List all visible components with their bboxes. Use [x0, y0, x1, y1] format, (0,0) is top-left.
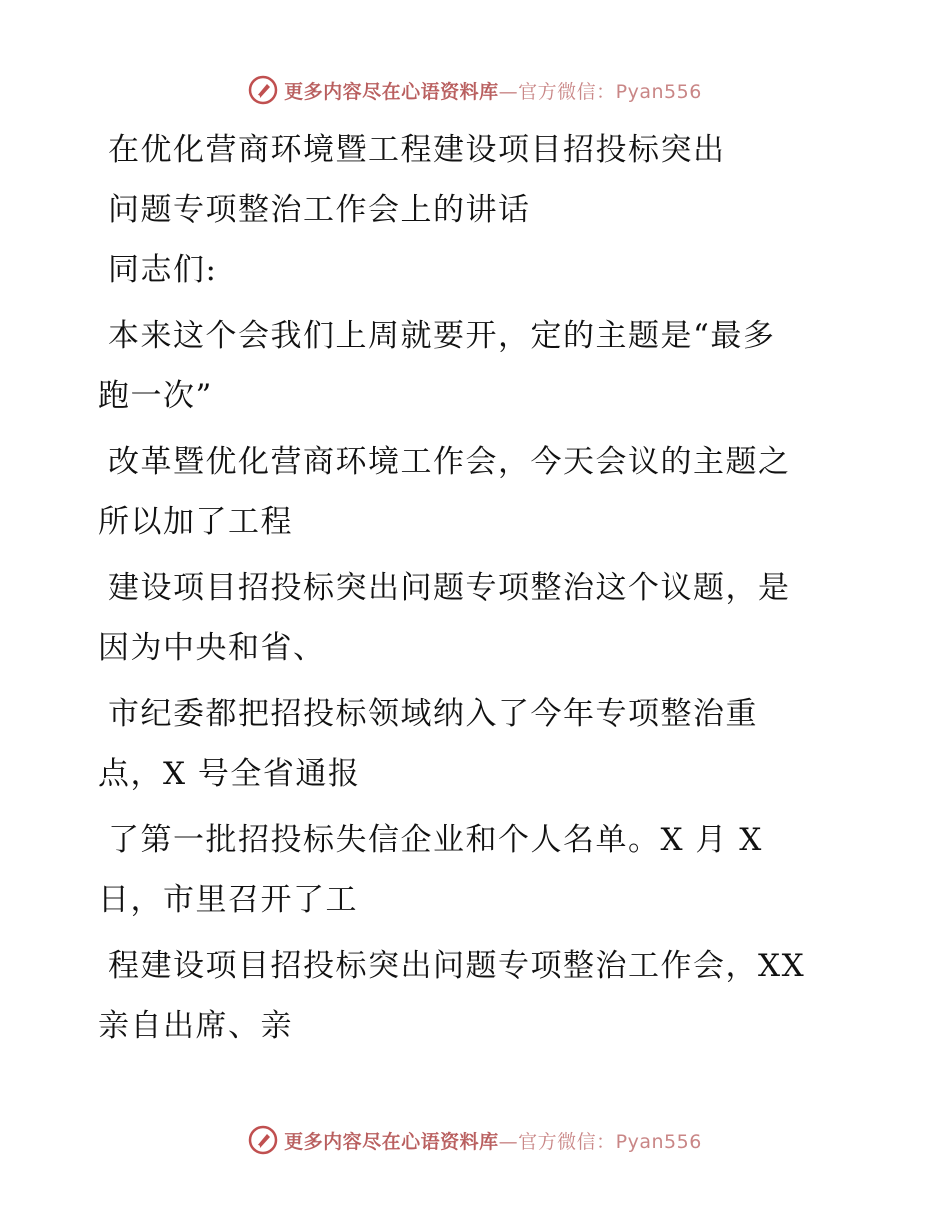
watermark-text [284, 77, 702, 104]
watermark-text-strong: 更多内容尽在心语资料库 [284, 1130, 499, 1153]
paragraph-line: 了第一批招投标失信企业和个人名单。X 月 X [108, 822, 763, 858]
watermark-text-rest: —官方微信：Pyan556 [498, 1130, 702, 1153]
paragraph-1 [98, 306, 833, 426]
paragraph-line: 跑一次” [98, 378, 213, 414]
salutation: 同志们: [108, 252, 218, 288]
watermark-text-strong: 更多内容尽在心语资料库 [284, 80, 499, 103]
paragraph-line: 本来这个会我们上周就要开，定的主题是“最多 [108, 318, 776, 354]
paragraph-line: 亲自出席、亲 [98, 1008, 293, 1044]
watermark-text-rest: —官方微信：Pyan556 [498, 80, 702, 103]
paragraph-5 [98, 810, 833, 930]
paragraph-line: 市纪委都把招投标领域纳入了今年专项整治重 [108, 696, 758, 732]
document-title-line-1: 在优化营商环境暨工程建设项目招投标突出 [108, 132, 726, 168]
paragraph-6 [98, 936, 833, 1056]
header-watermark [0, 70, 950, 110]
paragraph-4 [98, 684, 833, 804]
paragraph-line: 因为中央和省、 [98, 630, 326, 666]
paragraph-line: 改革暨优化营商环境工作会，今天会议的主题之 [108, 444, 791, 480]
paragraph-line: 建设项目招投标突出问题专项整治这个议题，是 [108, 570, 791, 606]
paragraph-3 [98, 558, 833, 678]
watermark-text [284, 1127, 702, 1154]
pen-seal-icon [248, 1125, 278, 1155]
document-body [98, 120, 833, 1056]
document-title-line-2: 问题专项整治工作会上的讲话 [108, 192, 531, 228]
paragraph-2 [98, 432, 833, 552]
footer-watermark [0, 1120, 950, 1160]
pen-seal-icon [248, 75, 278, 105]
paragraph-line: 点，X 号全省通报 [98, 756, 361, 792]
paragraph-line: 程建设项目招投标突出问题专项整治工作会，XX [108, 948, 806, 984]
paragraph-line: 所以加了工程 [98, 504, 293, 540]
paragraph-line: 日，市里召开了工 [98, 882, 358, 918]
